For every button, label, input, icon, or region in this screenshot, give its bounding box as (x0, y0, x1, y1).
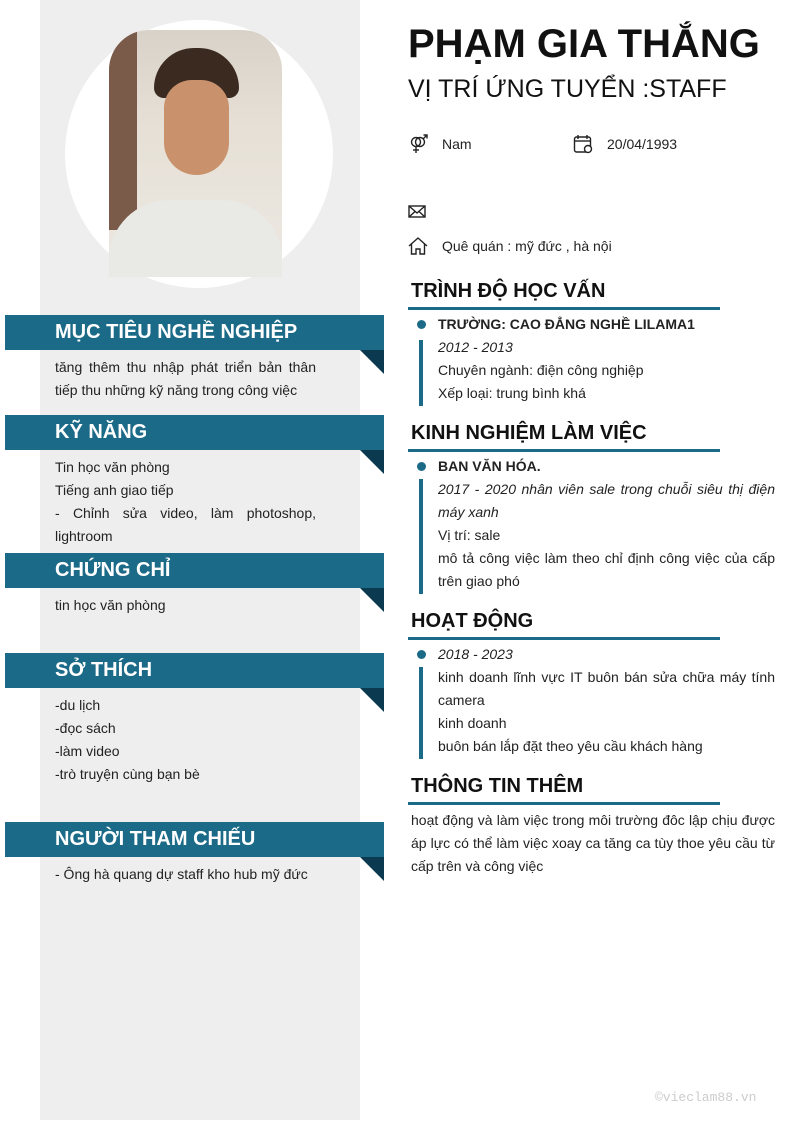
calendar-icon (573, 134, 593, 154)
timeline-bar (419, 340, 423, 406)
skill-item: Tin học văn phòng (55, 459, 170, 475)
skills-list (55, 456, 316, 548)
company-name: BAN VĂN HÓA. (438, 458, 541, 474)
activities-period: 2018 - 2023 (438, 646, 513, 662)
timeline-bar (419, 479, 423, 594)
school-name: TRƯỜNG: CAO ĐẲNG NGHỀ LILAMA1 (438, 316, 695, 332)
banner-fold (360, 588, 384, 612)
hometown-row (408, 236, 612, 256)
activity-item: kinh doanh lĩnh vực IT buôn bán sửa chữa máy tính camera (438, 669, 775, 708)
hobby-item: -trò truyện cùng bạn bè (55, 766, 200, 782)
section-hobbies-title: SỞ THÍCH (5, 653, 384, 688)
experience-description: mô tả công việc làm theo chỉ định công việc của cấp trên giao phó (438, 550, 775, 589)
section-skills-title: KỸ NĂNG (5, 415, 384, 450)
certificate-item: tin học văn phòng (55, 597, 166, 613)
education-title: TRÌNH ĐỘ HỌC VẤN (411, 280, 606, 302)
position-applied: VỊ TRÍ ỨNG TUYỂN :STAFF (408, 75, 727, 103)
watermark: ©vieclam88.vn (655, 1090, 757, 1105)
timeline-dot (417, 320, 426, 329)
experience-title: KINH NGHIỆM LÀM VIỆC (411, 422, 647, 444)
objective-text: tăng thêm thu nhập phát triển bản thân tiếp thu những kỹ năng trong công việc (55, 359, 316, 398)
hobby-item: -làm video (55, 743, 120, 759)
education-grade: Xếp loại: trung bình khá (438, 385, 586, 401)
banner-fold (360, 688, 384, 712)
experience-role: Vị trí: sale (438, 527, 501, 543)
divider (408, 802, 720, 805)
section-objective-title: MỤC TIÊU NGHỀ NGHIỆP (5, 315, 384, 350)
activities-entry (438, 643, 775, 758)
divider (408, 449, 720, 452)
additional-text: hoạt động và làm việc trong môi trường đôc lập chịu được áp lực có thể làm việc xoay ca tăng ca tùy thoe yêu cầu từ cấp trên và công việc (411, 812, 775, 874)
education-period: 2012 - 2013 (438, 339, 513, 355)
education-major: Chuyên ngành: điện công nghiệp (438, 362, 644, 378)
banner-fold (360, 857, 384, 881)
experience-entry (438, 455, 775, 593)
banner-fold (360, 450, 384, 474)
timeline-dot (417, 462, 426, 471)
hobby-item: -du lịch (55, 697, 101, 713)
gender-value: Nam (442, 136, 472, 152)
timeline-bar (419, 667, 423, 759)
timeline-dot (417, 650, 426, 659)
home-icon (408, 236, 428, 256)
additional-title: THÔNG TIN THÊM (411, 775, 584, 797)
banner-fold (360, 350, 384, 374)
email-row (408, 202, 442, 222)
skill-item: Tiếng anh giao tiếp (55, 482, 174, 498)
experience-period: 2017 - 2020 nhân viên sale trong chuỗi siêu thị điện máy xanh (438, 481, 775, 520)
divider (408, 307, 720, 310)
dob-row (573, 134, 677, 154)
education-entry (438, 313, 775, 405)
hobbies-list (55, 694, 316, 786)
activities-title: HOẠT ĐỘNG (411, 610, 534, 632)
hometown-value: Quê quán : mỹ đức , hà nội (442, 238, 612, 254)
divider (408, 637, 720, 640)
email-icon (408, 202, 428, 222)
avatar (109, 30, 282, 277)
gender-row (408, 134, 472, 154)
section-certificates-title: CHỨNG CHỈ (5, 553, 384, 588)
activity-item: buôn bán lắp đặt theo yêu cầu khách hàng (438, 738, 703, 754)
gender-icon (408, 134, 428, 154)
hobby-item: -đọc sách (55, 720, 116, 736)
skill-item: - Chỉnh sửa video, làm photoshop, lightroom (55, 505, 316, 544)
dob-value: 20/04/1993 (607, 136, 678, 152)
candidate-name: PHẠM GIA THẮNG (408, 22, 760, 66)
section-references-title: NGƯỜI THAM CHIẾU (5, 822, 384, 857)
reference-item: - Ông hà quang dự staff kho hub mỹ đức (55, 866, 308, 882)
activity-item: kinh doanh (438, 715, 507, 731)
